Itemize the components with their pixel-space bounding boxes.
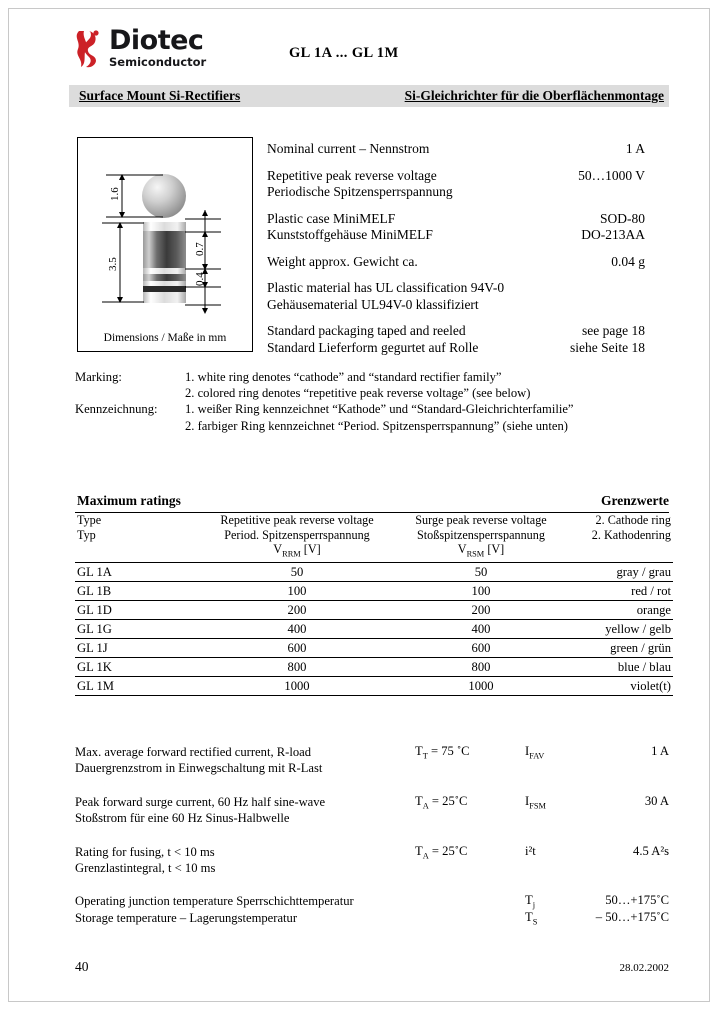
spec-value: 50…1000 V [578,167,645,183]
spec-label: Nominal current – Nennstrom [267,141,430,156]
param-desc-de: Dauergrenzstrom in Einwegschaltung mit R-Last [75,761,323,776]
header-vrrm-en: Repetitive peak reverse voltage [220,513,374,527]
param-condition: $T_A$ = 25˚C [415,843,468,861]
header-cell-vrrm [197,513,397,563]
param-condition: $T_A$ = 25˚C [415,793,468,811]
logo-company-name: Diotec [109,25,204,56]
section-title-band [69,85,669,107]
dim-1-6-label: 1.6 [109,187,121,201]
header-vrsm-symbol: $V_{RSM}$ [V] [457,542,505,559]
spec-label-de: Gehäusematerial UL94V-0 klassifiziert [267,296,479,312]
header-ring-de: 2. Kathodenring [591,527,671,542]
param-value: 1 A [651,744,669,758]
header-type-en: Type [77,513,102,527]
spec-label: Weight approx. Gewicht ca. [267,253,418,269]
body-ring-white-2 [143,281,186,286]
spec-repetitive-peak-reverse-voltage [267,168,645,201]
header-ring-en: 2. Cathode ring [595,513,671,527]
cell-ring-color: gray / grau [565,563,673,582]
cell-type: GL 1J [75,639,197,658]
company-logo [69,27,279,77]
dim-3-5-label: 3.5 [107,257,119,271]
marking-row-en-2 [75,385,669,401]
table-row [75,677,673,696]
marking-text-de-1: 1. weißer Ring kennzeichnet “Kathode” und “Standard-Gleichrichterfamilie” [185,402,574,417]
param-average-forward-current [75,744,669,777]
param-desc-en: Rating for fusing, t < 10 ms [75,844,215,859]
document-part-range: GL 1A ... GL 1M [289,45,399,61]
cell-vrsm: 200 [397,601,565,620]
marking-label-en: Marking: [75,370,122,384]
cell-vrsm: 50 [397,563,565,582]
dim-0-4-label: 0.4 [194,272,206,286]
spec-standard-packaging [267,323,645,356]
param-symbol-ts: $T_S$ [525,909,538,927]
body-bottom-cap [143,292,186,303]
body-top-cap [143,222,186,231]
cell-ring-color: violet(t) [565,677,673,696]
cell-type: GL 1M [75,677,197,696]
table-row [75,563,673,582]
table-row [75,582,673,601]
marking-row-en-1 [75,369,669,385]
param-desc-en: Max. average forward rectified current, R-load [75,745,312,759]
spec-value: 0.04 g [611,253,645,269]
marking-text-en-1: 1. white ring denotes “cathode” and “standard rectifier family” [185,370,502,384]
param-desc-junction: Operating junction temperature Sperrschichttemperatur [75,894,354,909]
spec-value-2: siehe Seite 18 [570,339,645,355]
header-cell-vrsm [397,513,565,563]
header-vrrm-symbol: $V_{RRM}$ [V] [273,542,321,559]
spec-weight [267,254,645,271]
cell-ring-color: yellow / gelb [565,620,673,639]
param-desc-storage: Storage temperature – Lagerungstemperatur [75,910,298,925]
revision-date: 28.02.2002 [619,962,669,974]
spec-label-en: Plastic material has UL classification 94V-0 [267,280,505,295]
sphere-graphic [142,174,186,218]
spec-label-en: Repetitive peak reverse voltage [267,167,437,183]
cell-vrrm: 50 [197,563,397,582]
cell-type: GL 1A [75,563,197,582]
spec-value: see page 18 [582,323,645,338]
table-row [75,601,673,620]
minimelf-outline-svg [78,138,251,350]
spec-label-de: Periodische Spitzensperrspannung [267,184,453,199]
drawing-caption: Dimensions / Maße in mm [103,332,227,344]
param-value-tj: 50…+175˚C [605,893,669,908]
marking-block [75,369,669,434]
marking-text-en-2: 2. colored ring denotes “repetitive peak reverse voltage” (see below) [185,386,531,401]
param-desc-en: Peak forward surge current, 60 Hz half sine-wave [75,794,326,809]
param-value-ts: – 50…+175˚C [595,909,669,924]
cell-ring-color: orange [565,601,673,620]
cell-vrsm: 1000 [397,677,565,696]
cell-vrsm: 600 [397,639,565,658]
ratings-title-en: Maximum ratings [77,493,181,508]
param-desc-de: Grenzlastintegral, t < 10 ms [75,861,216,876]
cell-type: GL 1D [75,601,197,620]
header-type-de: Typ [77,527,96,542]
spec-value-2: DO-213AA [581,227,645,242]
dim-right-group [185,210,221,313]
param-symbol: $I_{FAV}$ [525,744,545,761]
cell-type: GL 1B [75,582,197,601]
spec-nominal-current [267,141,645,158]
spec-label-de: Kunststoffgehäuse MiniMELF [267,227,433,242]
cell-ring-color: blue / blau [565,658,673,677]
cell-vrrm: 100 [197,582,397,601]
param-rating-for-fusing [75,844,669,877]
page-number: 40 [75,959,89,974]
spec-plastic-case [267,211,645,244]
header-cell-type [75,513,197,563]
ratings-table [75,513,673,696]
body-ring-dark [143,286,186,292]
marking-text-de-2: 2. farbiger Ring kennzeichnet “Period. Spitzensperrspannung” (siehe unten) [185,418,568,433]
param-symbol: $I_{FSM}$ [525,793,546,811]
maximum-ratings-section [75,493,669,696]
table-row [75,658,673,677]
spec-label-en: Standard packaging taped and reeled [267,323,466,338]
spec-label-de: Standard Lieferform gegurtet auf Rolle [267,339,479,355]
cell-vrrm: 600 [197,639,397,658]
cell-ring-color: red / rot [565,582,673,601]
table-row [75,639,673,658]
diotec-flame-icon [69,29,103,69]
ratings-table-header-row [75,513,673,563]
spec-value: 1 A [625,141,645,156]
table-row [75,620,673,639]
header-vrrm-de: Period. Spitzensperrspannung [224,527,370,542]
parameter-list [75,744,669,943]
header-cell-cathode-ring [565,513,673,563]
param-symbol-tj: $T_j$ [525,893,536,910]
page-footer [75,959,669,977]
cell-vrrm: 1000 [197,677,397,696]
header-vrsm-en: Surge peak reverse voltage [415,513,547,527]
body-mid [143,274,186,281]
cell-type: GL 1K [75,658,197,677]
cell-type: GL 1G [75,620,197,639]
body-ring-white-1 [143,268,186,274]
cell-vrsm: 800 [397,658,565,677]
cell-ring-color: green / grün [565,639,673,658]
body-upper [143,231,186,268]
cell-vrsm: 100 [397,582,565,601]
ratings-title-row [75,493,669,513]
spec-label-en: Plastic case MiniMELF [267,210,396,226]
marking-label-de: Kennzeichnung: [75,402,158,417]
marking-row-de-1 [75,401,669,417]
cell-vrsm: 400 [397,620,565,639]
param-value: 30 A [644,793,669,808]
param-symbol: i²t [525,843,536,858]
band-title-de: Si-Gleichrichter für die Oberflächenmontage [404,88,664,103]
logo-wordmark [109,27,206,69]
param-peak-forward-surge-current [75,794,669,827]
logo-company-subtitle: Semiconductor [109,55,207,69]
param-temperature-range [75,893,669,926]
cell-vrrm: 200 [197,601,397,620]
cell-vrrm: 400 [197,620,397,639]
package-dimension-drawing [77,137,253,352]
datasheet-page [8,8,710,1002]
marking-row-de-2 [75,418,669,434]
param-desc-de: Stoßstrom für eine 60 Hz Sinus-Halbwelle [75,811,290,826]
spec-value: SOD-80 [599,210,645,226]
param-value: 4.5 A²s [633,843,669,858]
dim-0-7-label: 0.7 [194,242,206,256]
specification-list [267,141,645,366]
spec-ul-classification [267,280,645,313]
cell-vrrm: 800 [197,658,397,677]
ratings-title-de: Grenzwerte [601,493,669,508]
header-vrsm-de: Stoßspitzensperrspannung [417,527,545,542]
param-condition: $T_T = 75$ ˚C [415,744,470,761]
band-title-en: Surface Mount Si-Rectifiers [79,88,241,103]
